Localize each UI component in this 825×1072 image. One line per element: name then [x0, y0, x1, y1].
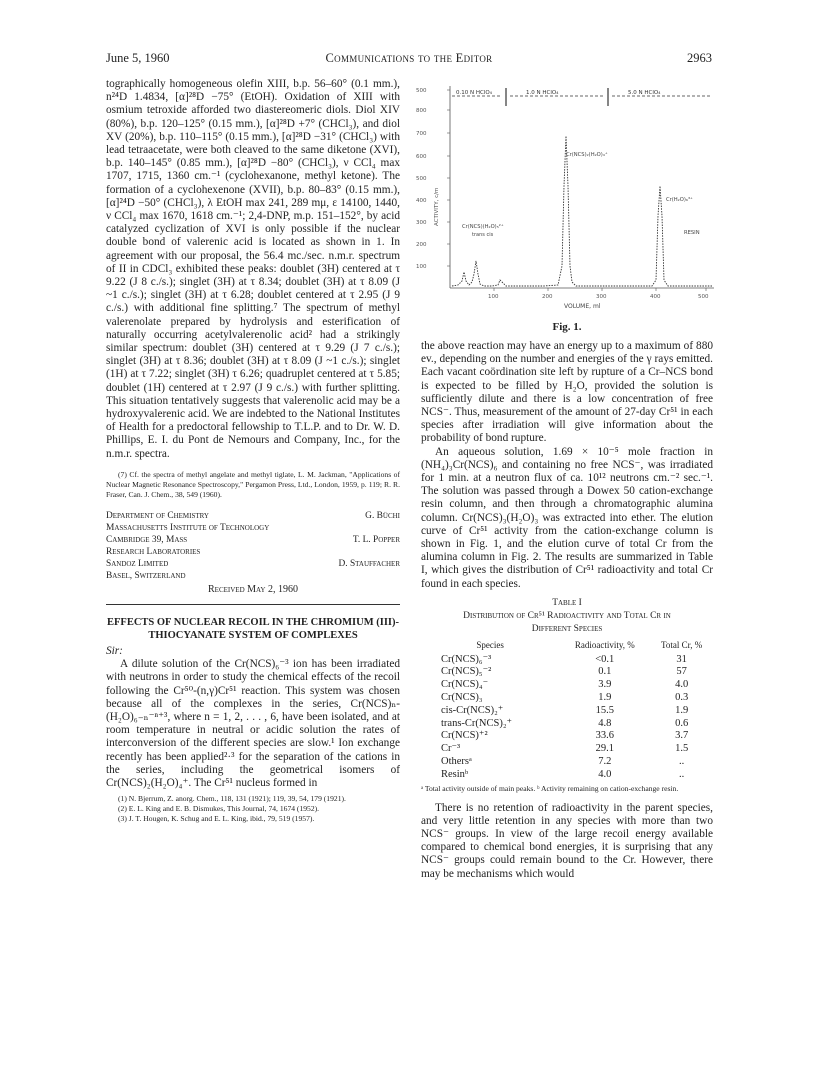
aff-line: Research Laboratories	[106, 546, 201, 557]
right-column	[421, 340, 713, 881]
header-page-number: 2963	[687, 51, 712, 65]
footnotes	[106, 794, 400, 824]
table-row: trans-Cr(NCS)₂⁺ 4.8 0.6	[441, 717, 689, 729]
y-tick: 300	[416, 220, 427, 226]
table-title: Distribution of Cr⁵¹ Radioactivity and Total Cr in	[463, 611, 671, 622]
y-tick: 600	[416, 154, 427, 160]
footnote-3: (3) J. T. Hougen, K. Schug and E. L. King, ibid., 79, 519 (1957).	[118, 814, 315, 824]
y-tick: 500	[416, 88, 427, 94]
header-title: Communications to the Editor	[325, 51, 493, 65]
aff-line: Sandoz Limited	[106, 558, 169, 569]
article-title: EFFECTS OF NUCLEAR RECOIL IN THE CHROMIUM (III)-THIOCYANATE SYSTEM OF COMPLEXES	[107, 617, 399, 641]
x-tick-labels	[488, 288, 709, 300]
column-header: Species	[476, 640, 504, 651]
y-tick: 800	[416, 108, 427, 114]
table-row: Cr(NCS)₄⁻ 3.9 4.0	[441, 679, 689, 691]
y-tick: 100	[416, 264, 427, 270]
footnote-7: (7) Cf. the spectra of methyl angelate and methyl tiglate, L. M. Jackman, "Applications of Nuclear Magnetic Resonance Spectroscopy," Pergamon Press, Ltd., London, 1959, p. 119; R. R. Fraser, Can. J. Chem., 38, 549 (1960).	[106, 469, 400, 499]
peak-label: Cr(H₂O)₆³⁺	[666, 197, 693, 203]
paragraph-retention: There is no retention of radioactivity in the parent species, and very little retention in any species with more than two NCS⁻ groups. In view of the large recoil energy available compared to chemical bond energies, it is surprising that any NCS⁻ groups could remain bound to the Cr. However, there may be mechanisms which would	[421, 801, 713, 880]
table-row: Cr(NCS)⁺² 33.6 3.7	[441, 730, 689, 742]
peak-label-note: trans cis	[472, 232, 494, 238]
x-tick: 200	[542, 294, 553, 300]
table-header-row	[421, 639, 713, 653]
x-tick: 100	[488, 294, 499, 300]
author-name: T. L. Popper	[352, 534, 400, 545]
distribution-table	[421, 639, 713, 781]
y-tick: 700	[416, 131, 427, 137]
peak-label: RESIN	[684, 230, 700, 236]
table-row: Othersᵃ 7.2 ..	[441, 756, 685, 768]
salutation: Sir:	[106, 644, 123, 657]
y-tick: 500	[416, 176, 427, 182]
column-header: Total Cr, %	[661, 640, 703, 651]
paragraph-experiment: An aqueous solution, 1.69 × 10⁻⁵ mole fraction in (NH₄)₃Cr(NCS)₆ and containing no free NCS⁻, was irradiated for 1 min. at a neutron flux of ca. 10¹² neutrons cm.⁻² sec.⁻¹. The solution was passed through a Dowex 50 cation-exchange resin column, and then through a chromatographic alumina column. Cr(NCS)₃(H₂O)₃ was extracted into ether. The elution curve of Cr⁵¹ activity from the cation-exchange column is shown in Fig. 1, and the elution curve of total Cr from the alumina column in Fig. 2. The results are summarized in Table I, which gives the distribution of Cr⁵¹ radioactivity and total Cr found in each species.	[421, 445, 713, 590]
table-footnote: ᵃ Total activity outside of main peaks. ᵇ Activity remaining on cation-exchange resin.	[421, 783, 679, 793]
footnote-2: (2) E. L. King and E. B. Dismukes, This Journal, 74, 1674 (1952).	[118, 804, 320, 814]
table-row: Resinᵇ 4.0 ..	[441, 768, 685, 780]
author-name: D. Stauffacher	[338, 558, 400, 569]
aff-line: Department of Chemistry	[106, 510, 209, 521]
received-date: Received May 2, 1960	[208, 583, 298, 595]
peak-label: Cr(NCS)₂(H₂O)₄⁺	[566, 152, 608, 158]
header-date: June 5, 1960	[106, 51, 170, 65]
running-header	[106, 51, 712, 67]
elution-curve	[452, 136, 712, 286]
aff-line: Basel, Switzerland	[106, 570, 186, 581]
table-row: cis-Cr(NCS)₂⁺ 15.5 1.9	[441, 704, 689, 716]
affiliations	[106, 510, 400, 582]
elution-curve-figure	[414, 76, 719, 320]
eluent-label: 0.10 N HClO₄	[456, 90, 492, 96]
table-row: Cr(NCS)₅⁻² 0.1 57	[441, 666, 687, 678]
table-row: Cr(NCS)₃ 1.9 0.3	[441, 692, 689, 704]
eluent-label: 5.0 N HClO₄	[628, 90, 661, 96]
x-tick: 300	[596, 294, 607, 300]
table-title: Different Species	[531, 624, 603, 635]
table-caption: Table I	[552, 597, 582, 608]
y-tick: 400	[416, 198, 427, 204]
table-row: Cr⁻³ 29.1 1.5	[441, 743, 689, 755]
aff-line: Cambridge 39, Mass	[106, 534, 188, 545]
paragraph-intro: A dilute solution of the Cr(NCS)₆⁻³ ion has been irradiated with neutrons in order to study the chemical effects of the recoil following the Cr⁵⁰-(n,γ)Cr⁵¹ reaction. This system was chosen because all of the complexes in the series, Cr(NCS)ₙ-(H₂O)₆₋ₙ⁻ⁿ⁺³, where n = 1, 2, . . . , 6, have been isolated, and at room temperature in neutral or acidic solution the rates of interconversion of the different species are slow.¹ Ion exchange recently has been applied²·³ for the separation of the cations in the series, including the geometrical isomers of Cr(NCS)₂(H₂O)₄⁺. The Cr⁵¹ nucleus formed in	[106, 658, 400, 789]
y-tick-labels	[416, 88, 450, 270]
table-row: Cr(NCS)₆⁻³ <0.1 31	[441, 653, 687, 665]
aff-line: Massachusetts Institute of Technology	[106, 522, 270, 533]
x-tick: 400	[650, 294, 661, 300]
y-tick: 200	[416, 242, 427, 248]
footnote-1: (1) N. Bjerrum, Z. anorg. Chem., 118, 131 (1921); 119, 39, 54, 179 (1921).	[118, 794, 346, 804]
author-name: G. Büchi	[365, 510, 400, 521]
figure-caption: Fig. 1.	[552, 321, 582, 333]
section-divider	[106, 604, 400, 605]
paragraph-energy: the above reaction may have an energy up to a maximum of 880 ev., depending on the number and energies of the γ rays emitted. Each vacant coördination site left by rupture of a Cr–NCS bond is expected to be filled by H₂O, provided the solution is sufficiently dilute and there is a low concentration of free NCS⁻. Thus, measurement of the amount of 27-day Cr⁵¹ in each species after irradiation will give information about the probability of bond rupture.	[421, 340, 713, 445]
x-axis-label: VOLUME, ml	[564, 303, 601, 310]
x-tick: 500	[698, 294, 709, 300]
eluent-label: 1.0 N HClO₄	[526, 90, 559, 96]
paragraph-olefin: tographically homogeneous olefin XIII, b.p. 56–60° (0.1 mm.), n²⁴D 1.4834, [α]²⁸D −75° (EtOH). Oxidation of XIII with osmium tetroxide afforded two diastereomeric diols. Diol XIV (80%), b.p. 120–125° (0.15 mm.), [α]²⁸D +7° (CHCl₃), and diol XV (20%), b.p. 110–115° (0.15 mm.), [α]²⁸D −31° (CHCl₃) with lead tetraacetate, were both cleaved to the same diketone (XVI), b.p. 140–145° (0.85 mm.), [α]²⁸D −80° (CHCl₃), ν CCl₄ max 1707, 1715, 1360 cm.⁻¹ (cyclohexanone, methyl ketone). The formation of a cyclohexenone (XVII), b.p. 80–83° (0.15 mm.), [α]²⁴D −50° (CHCl₃), λ EtOH max 241, 289 mμ, ε 14100, 1440, ν CCl₄ max 1670, 1618 cm.⁻¹; 2,4-DNP, m.p. 151–152°, by acid catalyzed cyclization of XVI is only possible if the nuclear double bond of valerenic acid is located as shown in 1. In agreement with our proposal, the 56.4 mc./sec. n.m.r. spectrum of II in CDCl₃ exhibited these peaks: doublet (3H) centered at τ 9.22 (J 8 c./s.); singlet (3H) at τ 8.34; doublet (3H) at τ 8.09 (J ~1 c./s.); singlet (3H) at τ 6.28; doublet centered at τ 2.95 (J 9 c./s.) with additional fine splitting.⁷ The spectrum of methyl valerenolate prepared by hydrolysis and esterification of naturally occurring acetylvalerenolic acid² had a strikingly similar spectrum: doublet (3H) centered at τ 9.29 (J 7 c./s.); singlet (3H) at τ 8.36; doublet (3H) at τ 8.09 (J ~1 c./s.); singlet (1H) at τ 7.22; singlet (3H) τ 6.26; quadruplet centered at τ 5.85; doublet (1H) centered at τ 2.97 (J 9 c./s.) with further splitting. This situation tentatively suggests that valerenolic acid may be a hydroxyvalerenic acid. We are indebted to the National Institutes of Health for a predoctoral fellowship to T.L.P. and to Dr. W. D. Phillips, E. I. du Pont de Nemours and Company, Inc., for the n.m.r. spectra.	[106, 78, 400, 460]
left-column	[106, 78, 400, 824]
column-header: Radioactivity, %	[574, 640, 635, 651]
y-axis-label: ACTIVITY, c/m	[434, 187, 440, 226]
peak-label: Cr(NCS)(H₂O)₅²⁺	[462, 224, 504, 230]
